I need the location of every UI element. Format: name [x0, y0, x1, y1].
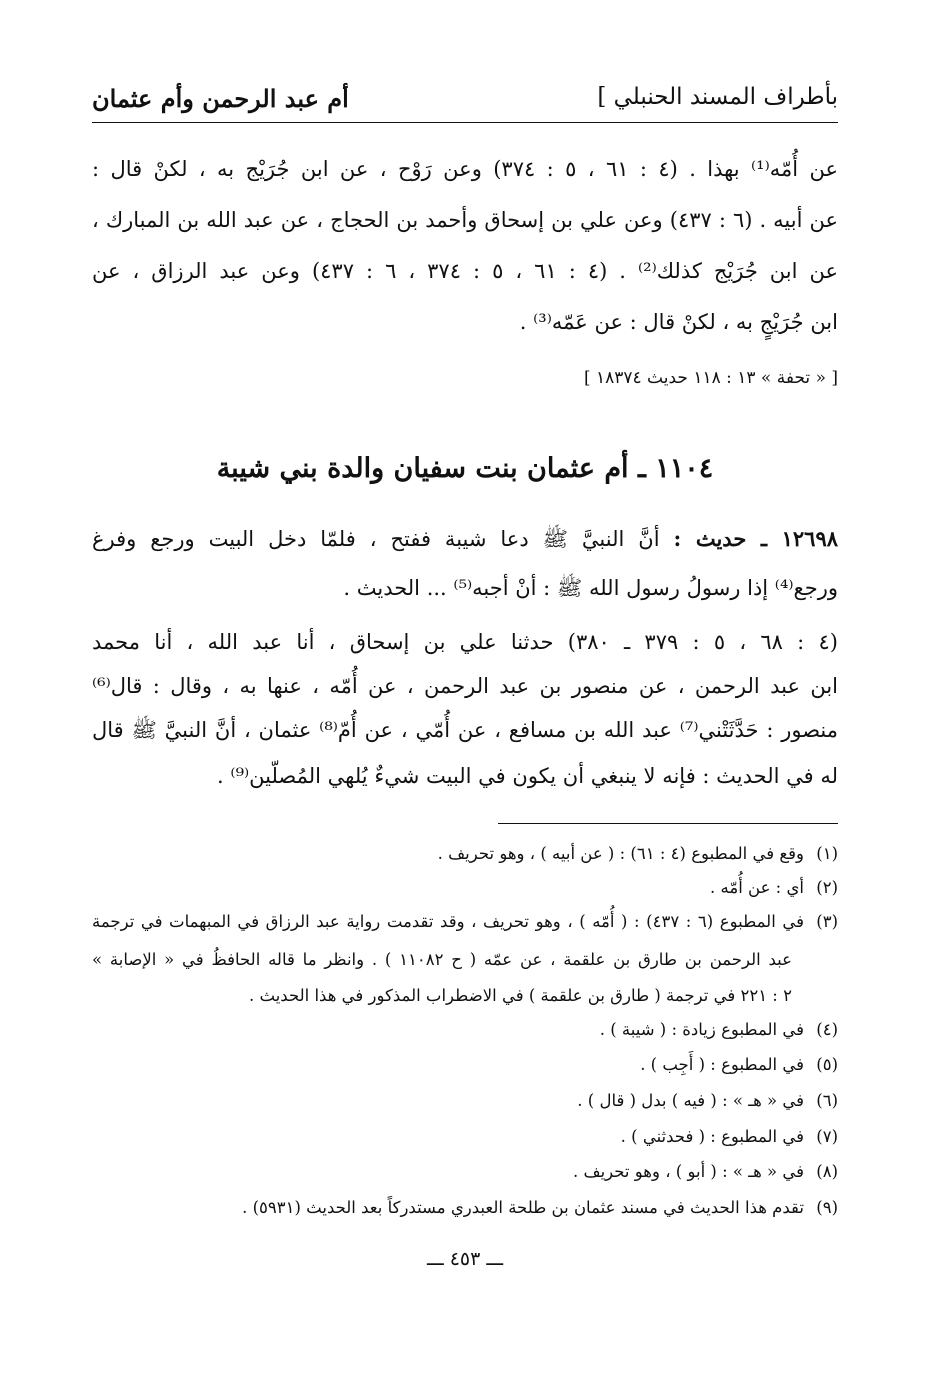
footnote-number: (١): [816, 844, 838, 863]
footnote-number: (٩): [816, 1198, 838, 1217]
body-line: عن ابن جُرَيْج كذلك⁽²⁾ . (٤ : ٦١ ، ٥ : ٣٧٤ ، ٦ : ٤٣٧) وعن عبد الرزاق ، عن: [92, 259, 838, 283]
body-line: ابن جُرَيْجٍ به ، لكنْ قال : عن عَمّه⁽³⁾ .: [519, 310, 838, 334]
footnote-continuation: عبد الرحمن بن طارق بن علقمة ، عن عمّه ( ح ١١٠٨٢ ) . وانظر ما قاله الحافظُ في « الإصابة »: [92, 950, 792, 969]
footnote-text: في « هـ » : ( أبو ) ، وهو تحريف .: [573, 1162, 804, 1181]
hadith-text: أنَّ النبيَّ ﷺ دعا شيبة ففتح ، فلمّا دخل البيت ورجع وفرغ: [92, 527, 660, 551]
footnote-continuation: ٢ : ٢٢١ في ترجمة ( طارق بن علقمة ) في الاضطراب المذكور في هذا الحديث .: [249, 986, 792, 1005]
footnote-text: أي : عن أُمّه .: [710, 878, 804, 897]
footnote-text: في المطبوع : ( أَجِب ) .: [640, 1055, 804, 1074]
footnote-text: وقع في المطبوع (٤ : ٦١) : ( عن أبيه ) ، وهو تحريف .: [437, 844, 804, 863]
footnote-number: (٧): [816, 1127, 838, 1146]
footnote: [92, 910, 838, 933]
isnad-line: ابن عبد الرحمن ، عن منصور بن عبد الرحمن ، عن أُمّه ، عنها به ، وقال : قال⁽⁶⁾: [92, 674, 838, 698]
running-header-right: بأطراف المسند الحنبلي ]: [597, 84, 838, 110]
footnote-separator: [498, 823, 838, 824]
chapter-heading: ١١٠٤ ـ أم عثمان بنت سفيان والدة بني شيبة: [216, 453, 714, 484]
footnote-number: (٢): [816, 878, 838, 897]
footnote-number: (٤): [816, 1020, 838, 1039]
isnad-line: منصور : حَدَّثَتْني⁽⁷⁾ عبد الله بن مسافع ، عن أُمّي ، عن أُمّ⁽⁸⁾ عثمان ، أنَّ النبيَّ ﷺ قال: [92, 718, 839, 742]
footnote-text: في المطبوع زيادة : ( شيبة ) .: [599, 1020, 804, 1039]
footnote: [92, 1018, 838, 1041]
footnote-text: في المطبوع : ( فحدثني ) .: [620, 1127, 804, 1146]
footnote-text: في « هـ » : ( فيه ) بدل ( قال ) .: [577, 1091, 804, 1110]
footnote: [92, 842, 838, 865]
hadith-number: ١٢٦٩٨ ـ حديث :: [673, 526, 839, 551]
footnote: [92, 1089, 838, 1112]
header-rule: [92, 122, 838, 123]
hadith-line: [92, 524, 838, 554]
footnote-text: في المطبوع (٦ : ٤٣٧) : ( أُمّه ) ، وهو تحريف ، وقد تقدمت رواية عبد الرزاق في المبهمات في ترجمة: [92, 912, 804, 931]
footnote: [92, 1196, 838, 1219]
isnad-line: (٤ : ٦٨ ، ٥ : ٣٧٩ ـ ٣٨٠) حدثنا علي بن إسحاق ، أنا عبد الله ، أنا محمد: [92, 630, 838, 654]
tuhfa-reference: [ « تحفة » ١٣ : ١١٨ حديث ١٨٣٧٤ ]: [583, 368, 838, 388]
footnote: [92, 1053, 838, 1076]
body-line: عن أُمّه⁽¹⁾ بهذا . (٤ : ٦١ ، ٥ : ٣٧٤) وعن رَوْح ، عن ابن جُرَيْج به ، لكنْ قال :: [92, 157, 838, 181]
footnote-text: تقدم هذا الحديث في مسند عثمان بن طلحة العبدري مستدركاً بعد الحديث (٥٩٣١) .: [242, 1198, 804, 1217]
hadith-line: ورجع⁽⁴⁾ إذا رسولُ رسول الله ﷺ : أنْ أجبه⁽⁵⁾ ... الحديث .: [343, 576, 838, 600]
footnote: [92, 876, 838, 899]
footnote-number: (٥): [816, 1055, 838, 1074]
footnote: [92, 1125, 838, 1148]
footnote-number: (٦): [816, 1091, 838, 1110]
page-number: ـــ ٤٥٣ ـــ: [426, 1248, 504, 1270]
footnote: [92, 1160, 838, 1183]
footnote-number: (٨): [816, 1162, 838, 1181]
running-header-left: أم عبد الرحمن وأم عثمان: [92, 84, 349, 113]
footnote-number: (٣): [816, 912, 838, 931]
body-line: عن أبيه . (٦ : ٤٣٧) وعن علي بن إسحاق وأحمد بن الحجاج ، عن عبد الله بن المبارك ،: [92, 208, 838, 232]
isnad-line: له في الحديث : فإنه لا ينبغي أن يكون في البيت شيءٌ يُلهي المُصلّين⁽⁹⁾ .: [217, 764, 838, 788]
